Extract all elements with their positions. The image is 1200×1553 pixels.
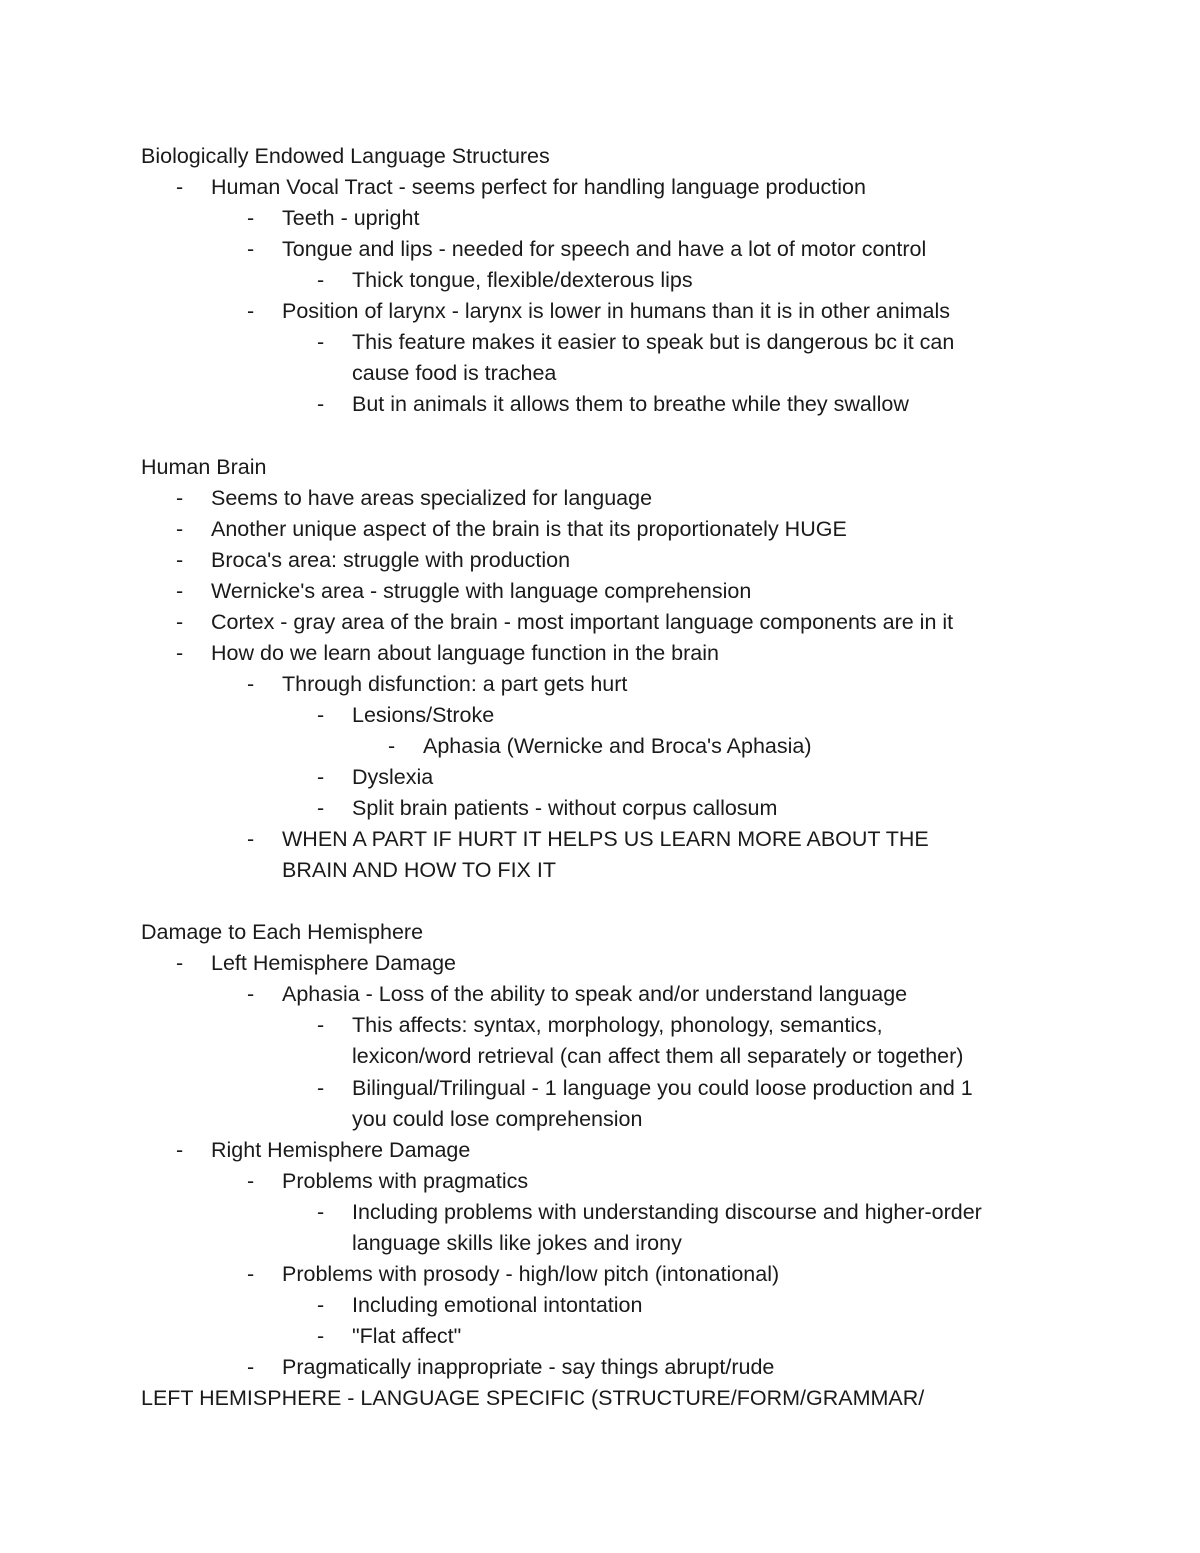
list-item-text: Pragmatically inappropriate - say things abrupt/rude [282,1354,775,1379]
bullet-dash: - [317,796,325,821]
list-item-text: This feature makes it easier to speak but is dangerous bc it can [352,330,955,355]
list-item-text: Split brain patients - without corpus callosum [352,796,778,821]
bullet-dash: - [317,268,325,293]
list-item-text: But in animals it allows them to breathe while they swallow [352,392,909,417]
section-heading: LEFT HEMISPHERE - LANGUAGE SPECIFIC (STRUCTURE/FORM/GRAMMAR/ [141,1386,925,1410]
bullet-dash: - [176,578,184,603]
bullet-dash: - [247,1261,255,1286]
bullet-dash: - [247,1354,255,1379]
list-item-text: Aphasia (Wernicke and Broca's Aphasia) [423,733,812,758]
list-item-text: Tongue and lips - needed for speech and have a lot of motor control [282,237,927,262]
list-item-text: "Flat affect" [352,1323,462,1348]
list-item-text: Through disfunction: a part gets hurt [282,671,628,696]
bullet-dash: - [317,1013,325,1038]
list-item-text: Cortex - gray area of the brain - most important language components are in it [211,609,954,634]
bullet-dash: - [317,1075,325,1100]
section-heading: Biologically Endowed Language Structures [141,144,550,168]
bullet-dash: - [176,1137,184,1162]
bullet-dash: - [247,1168,255,1193]
bullet-dash: - [317,702,325,727]
list-item-text: Another unique aspect of the brain is that its proportionately HUGE [211,516,847,541]
section-heading: Human Brain [141,454,267,479]
bullet-dash: - [247,206,255,231]
list-item-text: This affects: syntax, morphology, phonology, semantics, [352,1013,883,1038]
list-item-text: Broca's area: struggle with production [211,547,571,572]
list-item-text: Problems with prosody - high/low pitch (intonational) [282,1261,780,1286]
list-item-text: lexicon/word retrieval (can affect them all separately or together) [352,1044,964,1069]
list-item-text: Left Hemisphere Damage [211,951,456,976]
bullet-dash: - [176,516,184,541]
list-item-text: you could lose comprehension [352,1106,643,1131]
bullet-dash: - [247,982,255,1007]
bullet-dash: - [247,671,255,696]
bullet-dash: - [388,733,396,758]
list-item-text: WHEN A PART IF HURT IT HELPS US LEARN MORE ABOUT THE [282,827,929,852]
bullet-dash: - [317,392,325,417]
bullet-dash: - [176,485,184,510]
bullet-dash: - [176,640,184,665]
bullet-dash: - [317,765,325,789]
bullet-dash: - [176,951,184,976]
bullet-dash: - [317,330,325,355]
bullet-dash: - [247,237,255,262]
list-item-text: Wernicke's area - struggle with language comprehension [211,578,752,603]
list-item-text: Lesions/Stroke [352,702,495,727]
list-item-text: Including emotional intontation [352,1292,643,1317]
list-item-text: Human Vocal Tract - seems perfect for handling language production [211,175,866,200]
list-item-text: cause food is trachea [352,361,557,386]
list-item-text: BRAIN AND HOW TO FIX IT [282,858,556,883]
list-item-text: Including problems with understanding discourse and higher-order [352,1199,982,1224]
list-item-text: Teeth - upright [282,206,420,231]
section-heading: Damage to Each Hemisphere [141,920,424,945]
list-item-text: Dyslexia [352,765,434,789]
bullet-dash: - [176,609,184,634]
list-item-text: Right Hemisphere Damage [211,1137,471,1162]
bullet-dash: - [176,175,184,200]
list-item-text: Seems to have areas specialized for language [211,485,653,510]
list-item-text: Problems with pragmatics [282,1168,529,1193]
list-item-text: Aphasia - Loss of the ability to speak and/or understand language [282,982,908,1007]
bullet-dash: - [247,299,255,324]
bullet-dash: - [247,827,255,852]
list-item-text: How do we learn about language function in the brain [211,640,719,665]
list-item-text: Bilingual/Trilingual - 1 language you could loose production and 1 [352,1075,973,1100]
list-item-text: Thick tongue, flexible/dexterous lips [352,268,693,293]
bullet-dash: - [317,1323,325,1348]
bullet-dash: - [317,1199,325,1224]
list-item-text: language skills like jokes and irony [352,1230,682,1255]
bullet-dash: - [317,1292,325,1317]
list-item-text: Position of larynx - larynx is lower in humans than it is in other animals [282,299,950,324]
bullet-dash: - [176,547,184,572]
